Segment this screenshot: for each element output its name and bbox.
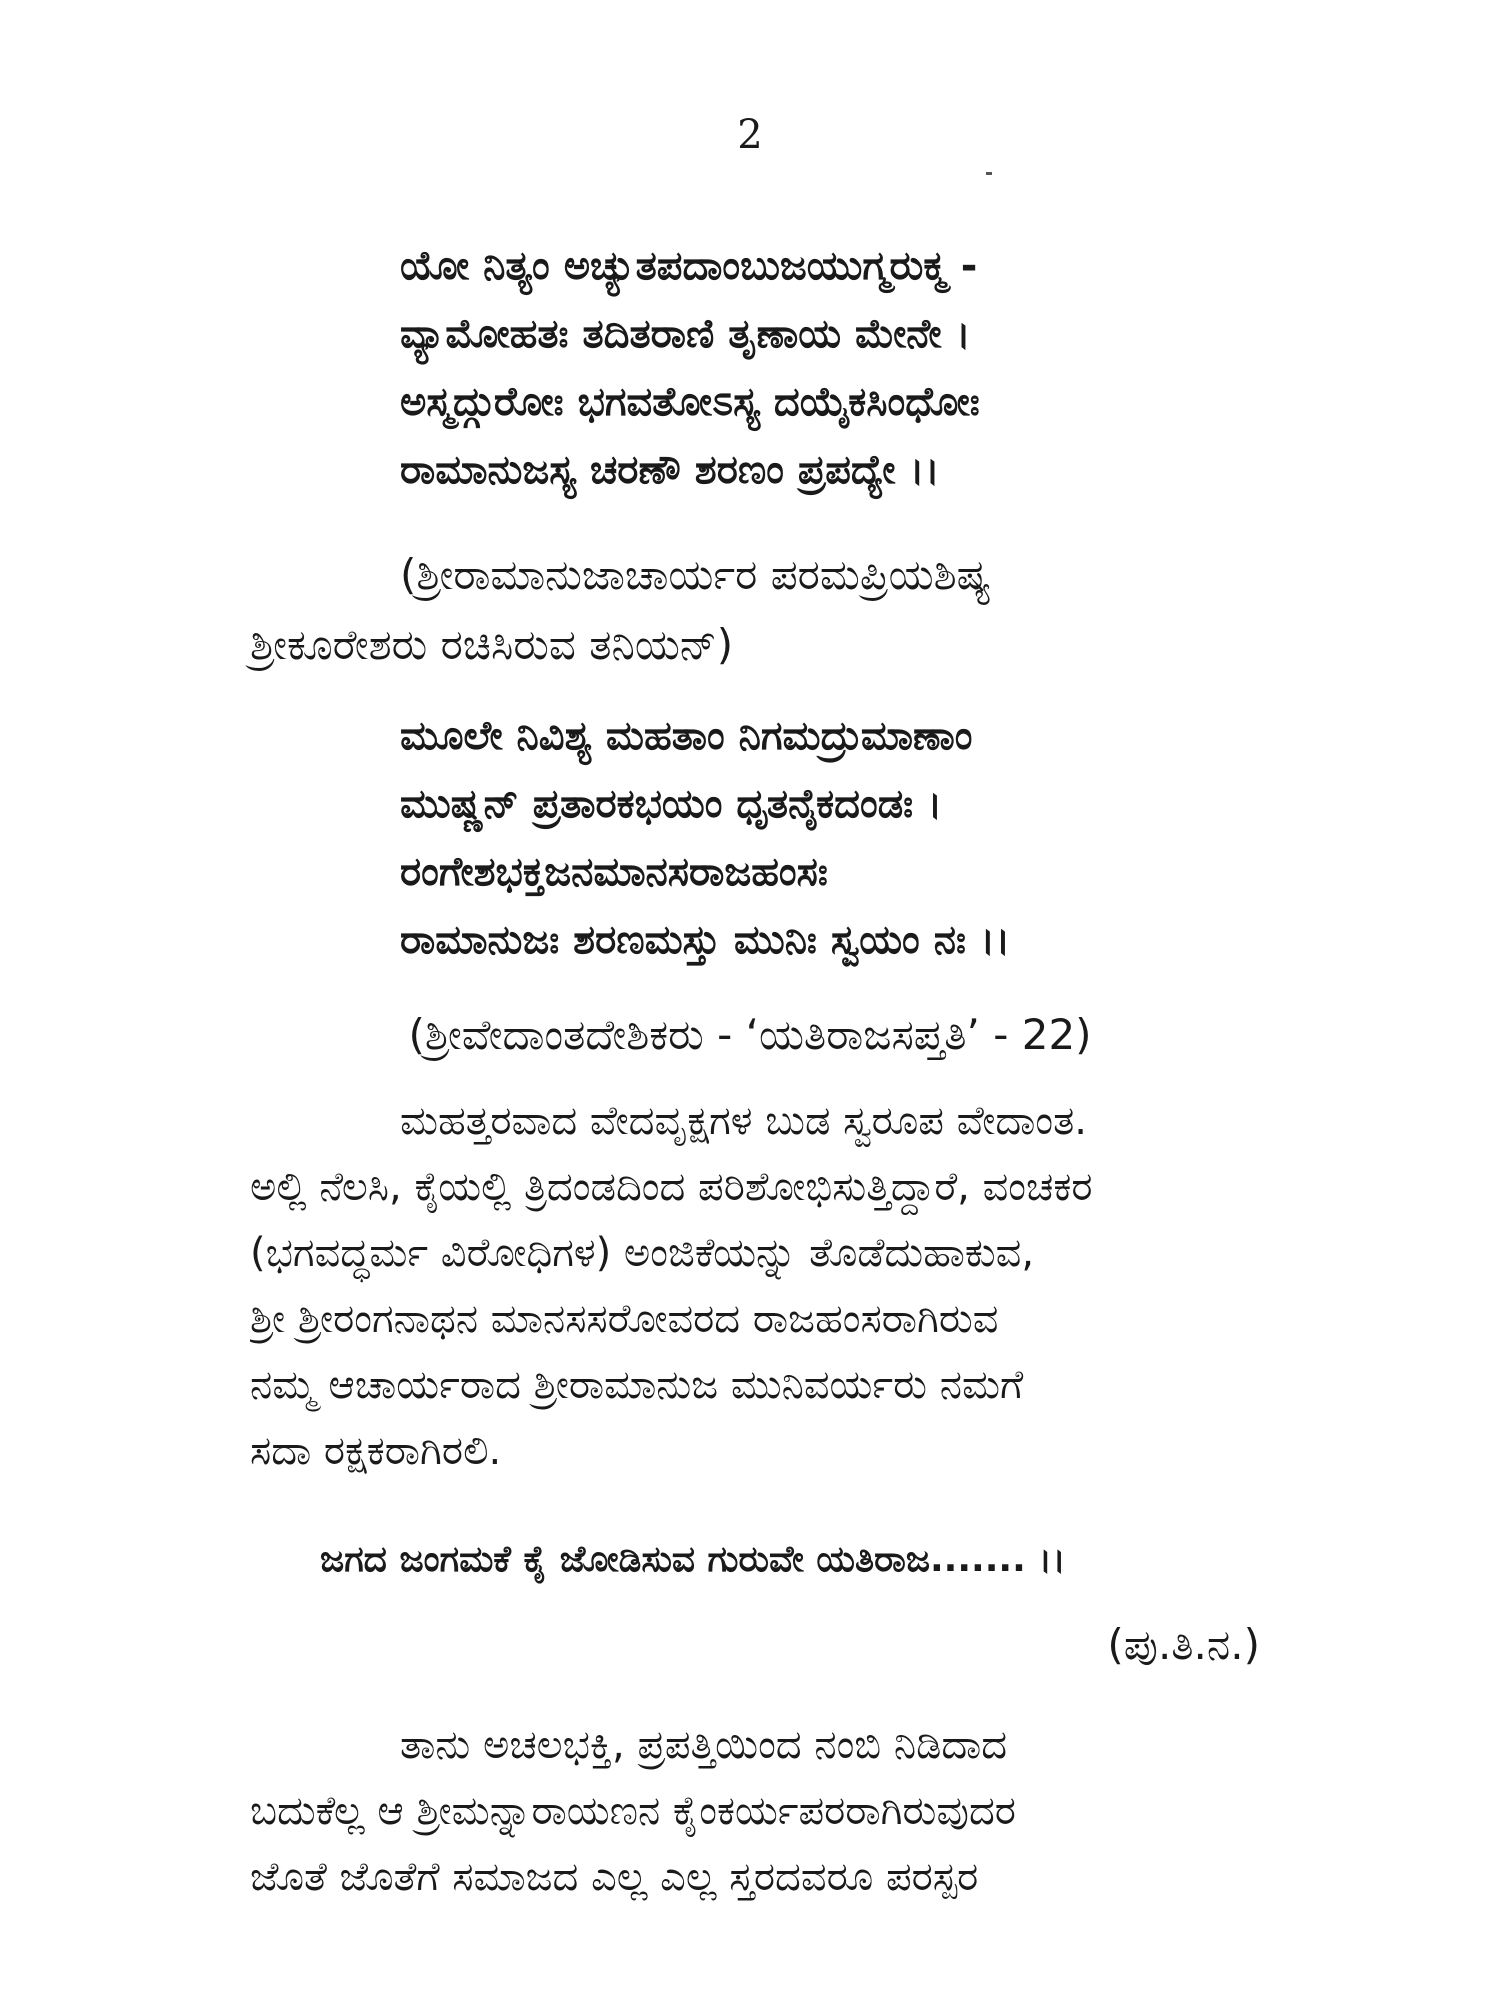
page-number: 2 <box>737 112 763 158</box>
paragraph-line: ಜೊತೆ ಜೊತೆಗೆ ಸಮಾಜದ ಎಲ್ಲ ಎಲ್ಲ ಸ್ತರದವರೂ ಪರಸ್ಪರ <box>250 1854 979 1900</box>
paragraph-line: ಶ್ರೀ ಶ್ರೀರಂಗನಾಥನ ಮಾನಸಸರೋವರದ ರಾಜಹಂಸರಾಗಿರುವ <box>250 1296 999 1342</box>
verse-2 <box>400 702 1300 974</box>
song-credit: (ಪು.ತಿ.ನ.) <box>1107 1620 1260 1669</box>
paragraph-2 <box>250 1712 1260 1910</box>
song-line: ಜಗದ ಜಂಗಮಕೆ ಕೈ ಜೋಡಿಸುವ ಗುರುವೇ ಯತಿರಾಜ....... ।। <box>320 1539 1066 1580</box>
verse-1-attribution <box>250 540 1260 680</box>
verse-line: ವ್ಯಾಮೋಹತಃ ತದಿತರಾಣಿ ತೃಣಾಯ ಮೇನೇ । <box>400 311 971 357</box>
verse-line: ರಾಮಾನುಜಸ್ಯ ಚರಣೌ ಶರಣಂ ಪ್ರಪದ್ಯೇ ।। <box>400 447 940 493</box>
scan-speck <box>986 172 992 175</box>
paragraph-line: ಅಲ್ಲಿ ನೆಲಸಿ, ಕೈಯಲ್ಲಿ ತ್ರಿದಂಡದಿಂದ ಪರಿಶೋಭಿಸುತ್ತಿದ್ದಾರೆ, ವಂಚಕರ <box>250 1164 1093 1210</box>
verse-2-attribution: (ಶ್ರೀವೇದಾಂತದೇಶಿಕರು - ‘ಯತಿರಾಜಸಪ್ತತಿ’ - 22) <box>408 1010 1092 1059</box>
attribution-line: (ಶ್ರೀರಾಮಾನುಜಾಚಾರ್ಯರ ಪರಮಪ್ರಿಯಶಿಷ್ಯ <box>400 550 991 599</box>
paragraph-line: ತಾನು ಅಚಲಭಕ್ತಿ, ಪ್ರಪತ್ತಿಯಿಂದ ನಂಬಿ ನಿಡಿದಾದ <box>400 1722 1008 1768</box>
verse-line: ಅಸ್ಮದ್ಗುರೋಃ ಭಗವತೋಽಸ್ಯ ದಯೈಕಸಿಂಧೋಃ <box>400 379 980 425</box>
paragraph-line: ಮಹತ್ತರವಾದ ವೇದವೃಕ್ಷಗಳ ಬುಡ ಸ್ವರೂಪ ವೇದಾಂತ. <box>400 1098 1088 1144</box>
verse-line: ಮೂಲೇ ನಿವಿಶ್ಯ ಮಹತಾಂ ನಿಗಮದ್ರುಮಾಣಾಂ <box>400 713 973 759</box>
verse-1 <box>400 232 1300 504</box>
paragraph-line: ಸದಾ ರಕ್ಷಕರಾಗಿರಲಿ. <box>250 1428 502 1474</box>
verse-line: ಮುಷ್ಣನ್ ಪ್ರತಾರಕಭಯಂ ಧೃತನೈಕದಂಡಃ । <box>400 781 943 827</box>
verse-line: ರಾಮಾನುಜಃ ಶರಣಮಸ್ತು ಮುನಿಃ ಸ್ವಯಂ ನಃ ।। <box>400 917 1011 963</box>
verse-line: ಯೋ ನಿತ್ಯಂ ಅಚ್ಯುತಪದಾಂಬುಜಯುಗ್ಮರುಕ್ಮ - <box>400 243 978 289</box>
attribution-line: ಶ್ರೀಕೂರೇಶರು ರಚಿಸಿರುವ ತನಿಯನ್) <box>250 620 734 669</box>
paragraph-line: ಬದುಕೆಲ್ಲ ಆ ಶ್ರೀಮನ್ನಾರಾಯಣನ ಕೈಂಕರ್ಯಪರರಾಗಿರುವುದರ <box>250 1788 1016 1834</box>
paragraph-line: (ಭಗವದ್ಧರ್ಮ ವಿರೋಧಿಗಳ) ಅಂಜಿಕೆಯನ್ನು ತೊಡೆದುಹಾಕುವ, <box>250 1230 1035 1276</box>
verse-line: ರಂಗೇಶಭಕ್ತಜನಮಾನಸರಾಜಹಂಸಃ <box>400 849 828 895</box>
paragraph-1 <box>250 1088 1260 1484</box>
paragraph-line: ನಮ್ಮ ಆಚಾರ್ಯರಾದ ಶ್ರೀರಾಮಾನುಜ ಮುನಿವರ್ಯರು ನಮಗೆ <box>250 1362 1024 1408</box>
